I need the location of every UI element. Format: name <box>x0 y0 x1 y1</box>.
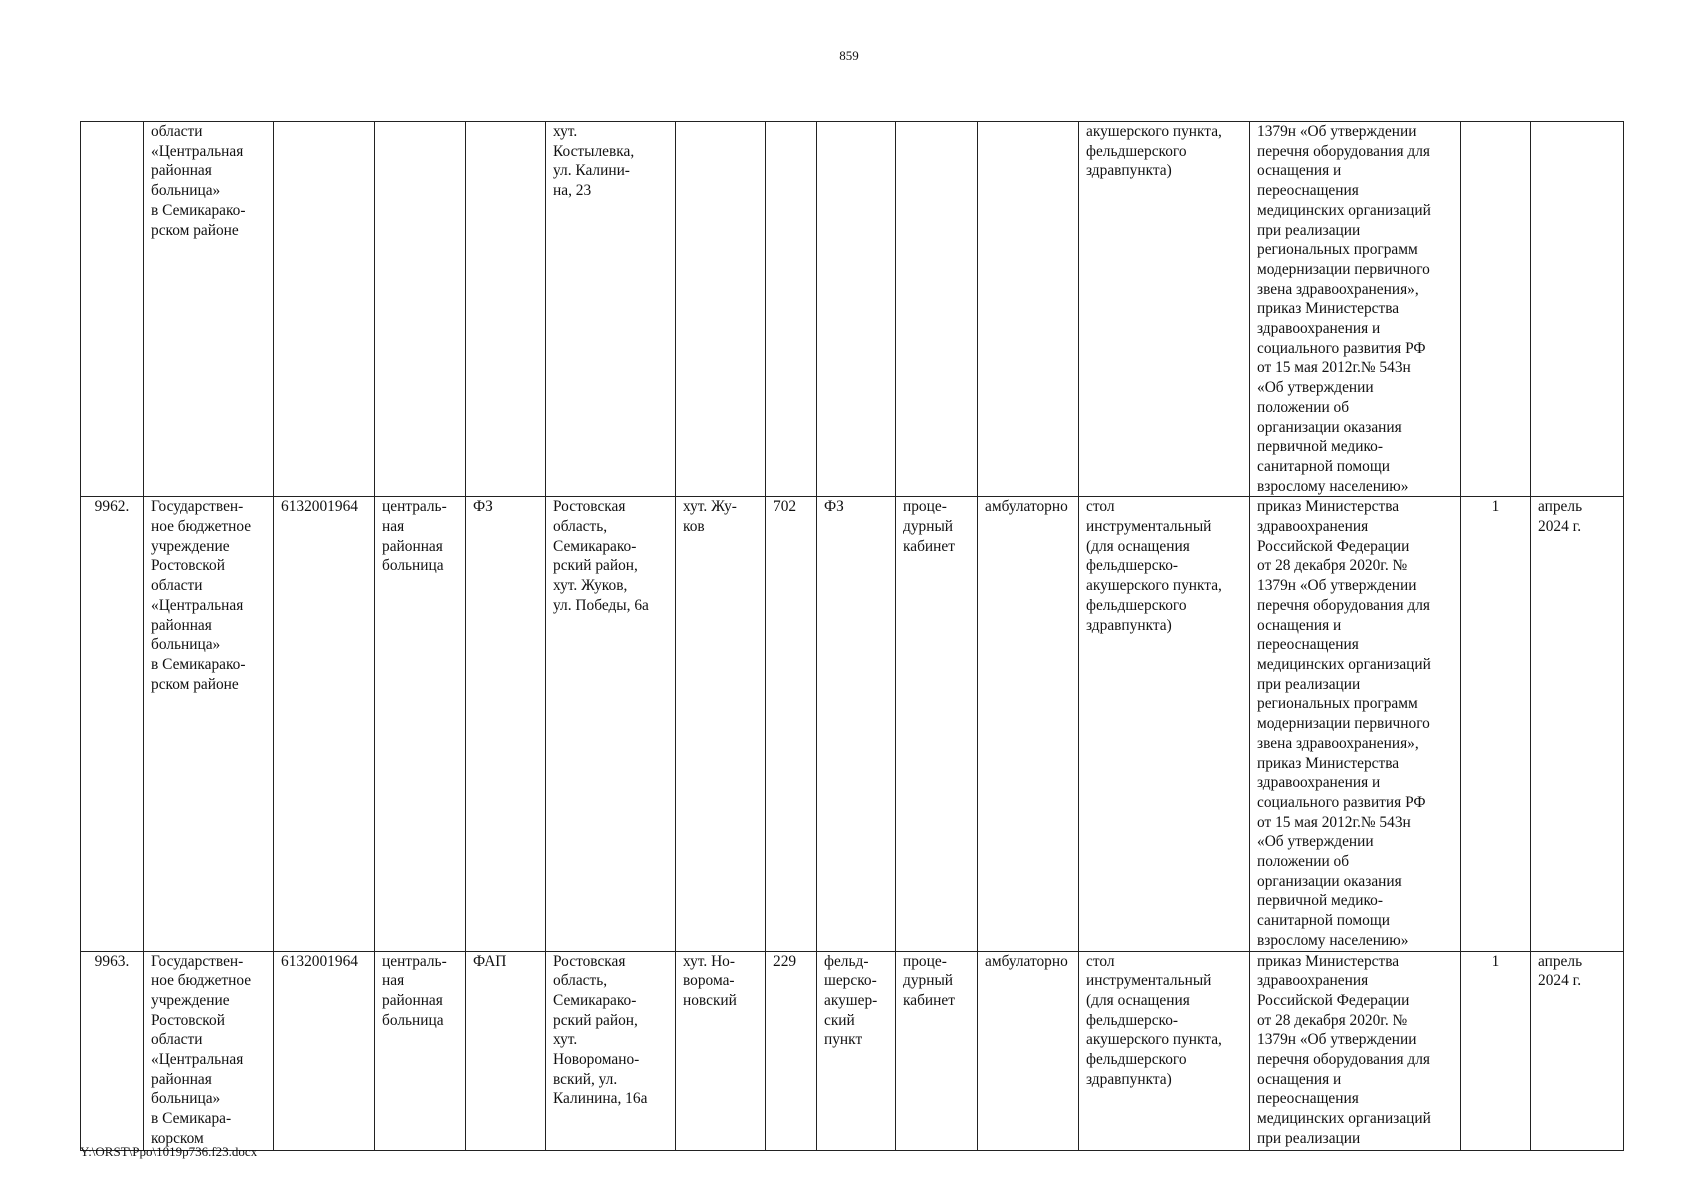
care-type-cell <box>978 122 1079 497</box>
organization-cell: области «Центральная районная больница» в Семикарако- рском районе <box>144 122 274 497</box>
table-row <box>81 122 1624 497</box>
org-type-cell: централь- ная районная больница <box>375 951 466 1150</box>
unit-cell <box>466 122 546 497</box>
locality-cell: хут. Но- ворома- новский <box>676 951 766 1150</box>
equipment-cell: стол инструментальный (для оснащения фельдшерско- акушерского пункта, фельдшерского здравпункта) <box>1079 951 1250 1150</box>
unit-cell: ФЗ <box>466 497 546 951</box>
subdivision-cell <box>817 122 896 497</box>
org-type-cell <box>375 122 466 497</box>
inn-cell: 6132001964 <box>274 951 375 1150</box>
code-cell: 702 <box>766 497 817 951</box>
date-cell <box>1531 122 1624 497</box>
inn-cell: 6132001964 <box>274 497 375 951</box>
basis-cell: 1379н «Об утверждении перечня оборудования для оснащения и переоснащения медицинских организаций при реализации региональных программ модернизации первичного звена здравоохранения», приказ Министерства здравоохранения и социального развития РФ от 15 мая 2012г.№ 543н «Об утверждении положении об организации оказания первичной медико- санитарной помощи взрослому населению» <box>1250 122 1461 497</box>
quantity-cell <box>1461 122 1531 497</box>
unit-cell: ФАП <box>466 951 546 1150</box>
address-cell: хут. Костылевка, ул. Калини- на, 23 <box>546 122 676 497</box>
inn-cell <box>274 122 375 497</box>
date-cell: апрель 2024 г. <box>1531 497 1624 951</box>
equipment-cell: акушерского пункта, фельдшерского здравпункта) <box>1079 122 1250 497</box>
quantity-cell: 1 <box>1461 951 1531 1150</box>
quantity-cell: 1 <box>1461 497 1531 951</box>
room-cell: проце- дурный кабинет <box>896 951 978 1150</box>
address-cell: Ростовская область, Семикарако- рский район, хут. Новороманo- вский, ул. Калинина, 16а <box>546 951 676 1150</box>
subdivision-cell: ФЗ <box>817 497 896 951</box>
row-number <box>81 122 144 497</box>
date-cell: апрель 2024 г. <box>1531 951 1624 1150</box>
room-cell <box>896 122 978 497</box>
row-number: 9963. <box>81 951 144 1150</box>
address-cell: Ростовская область, Семикарако- рский район, хут. Жуков, ул. Победы, 6а <box>546 497 676 951</box>
table-row <box>81 497 1624 951</box>
page-number: 859 <box>839 48 859 63</box>
code-cell: 229 <box>766 951 817 1150</box>
document-path-footer: Y:\ORST\Ppo\1019p736.f23.docx <box>80 1144 258 1159</box>
subdivision-cell: фельд- шерско- акушер- ский пункт <box>817 951 896 1150</box>
org-type-cell: централь- ная районная больница <box>375 497 466 951</box>
row-number: 9962. <box>81 497 144 951</box>
care-type-cell: амбулаторно <box>978 497 1079 951</box>
care-type-cell: амбулаторно <box>978 951 1079 1150</box>
equipment-table <box>80 121 1624 1151</box>
basis-cell: приказ Министерства здравоохранения Российской Федерации от 28 декабря 2020г. № 1379н «Об утверждении перечня оборудования для оснащения и переоснащения медицинских организаций при реализации <box>1250 951 1461 1150</box>
equipment-cell: стол инструментальный (для оснащения фельдшерско- акушерского пункта, фельдшерского здравпункта) <box>1079 497 1250 951</box>
basis-cell: приказ Министерства здравоохранения Российской Федерации от 28 декабря 2020г. № 1379н «Об утверждении перечня оборудования для оснащения и переоснащения медицинских организаций при реализации региональных программ модернизации первичного звена здравоохранения», приказ Министерства здравоохранения и социального развития РФ от 15 мая 2012г.№ 543н «Об утверждении положении об организации оказания первичной медико- санитарной помощи взрослому населению» <box>1250 497 1461 951</box>
organization-cell: Государствен- ное бюджетное учреждение Ростовской области «Центральная районная больница» в Семикара- корском <box>144 951 274 1150</box>
organization-cell: Государствен- ное бюджетное учреждение Ростовской области «Центральная районная больница» в Семикарако- рском районе <box>144 497 274 951</box>
table-row <box>81 951 1624 1150</box>
room-cell: проце- дурный кабинет <box>896 497 978 951</box>
locality-cell: хут. Жу- ков <box>676 497 766 951</box>
locality-cell <box>676 122 766 497</box>
code-cell <box>766 122 817 497</box>
